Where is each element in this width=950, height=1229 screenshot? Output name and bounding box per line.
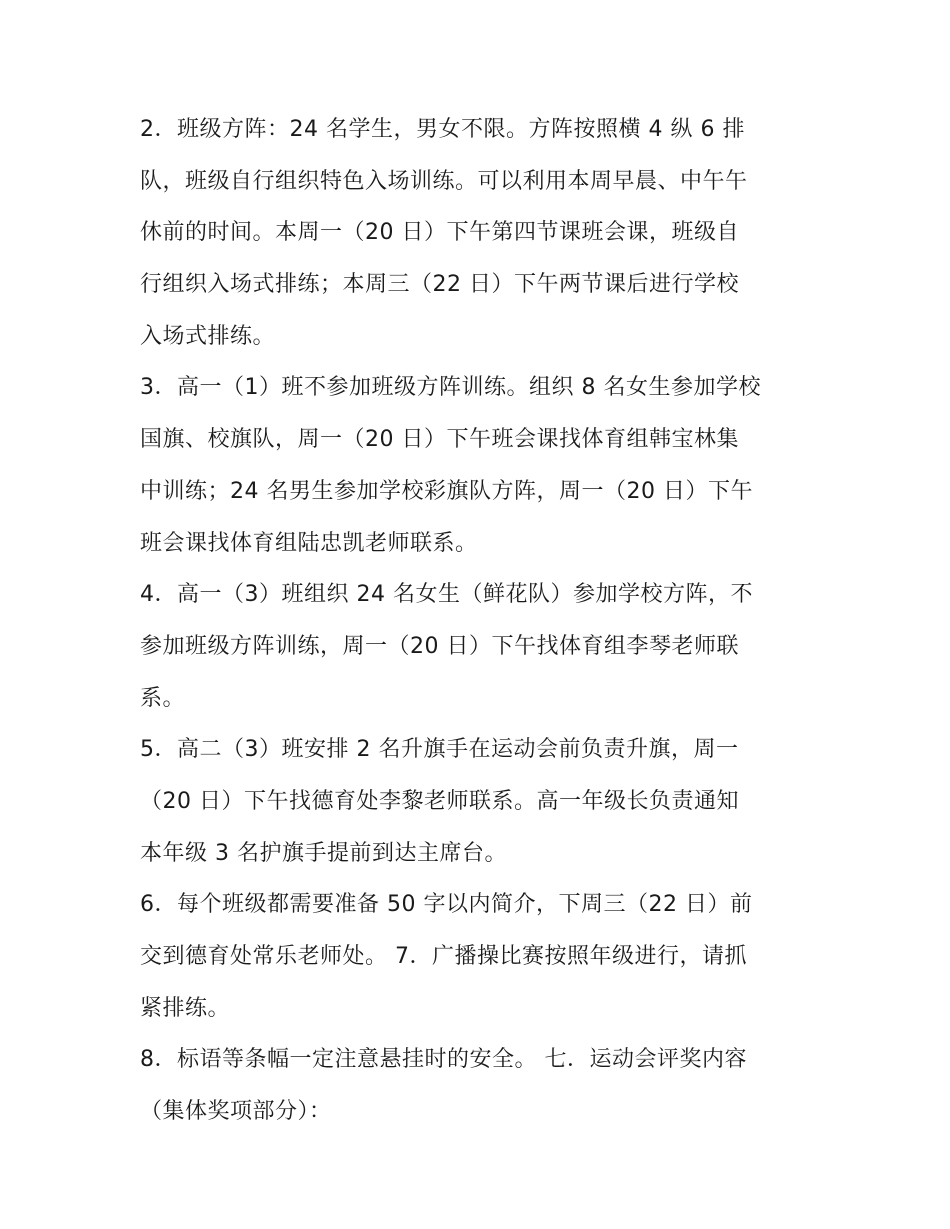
text-line: 班会课找体育组陆忠凯老师联系。: [140, 530, 478, 556]
text-line: 5．高二（3）班安排 2 名升旗手在运动会前负责升旗，周一: [140, 737, 739, 763]
text-line: 8．标语等条幅一定注意悬挂时的安全。 七．运动会评奖内容: [140, 1047, 747, 1073]
text-line: 行组织入场式排练；本周三（22 日）下午两节课后进行学校: [140, 272, 739, 298]
text-line: 系。: [140, 685, 186, 711]
text-line: 2．班级方阵：24 名学生，男女不限。方阵按照横 4 纵 6 排: [140, 117, 745, 142]
text-line: 队，班级自行组织特色入场训练。可以利用本周早晨、中午午: [140, 168, 748, 194]
text-line: 交到德育处常乐老师处。 7．广播操比赛按照年级进行，请抓: [140, 944, 747, 969]
text-line: （20 日）下午找德育处李黎老师联系。高一年级长负责通知: [140, 788, 739, 814]
document-body: [140, 104, 815, 1138]
text-line: 休前的时间。本周一（20 日）下午第四节课班会课，班级自: [140, 220, 739, 246]
text-line: 国旗、校旗队，周一（20 日）下午班会课找体育组韩宝林集: [140, 427, 739, 453]
text-line: 参加班级方阵训练，周一（20 日）下午找体育组李琴老师联: [140, 633, 739, 659]
text-line: 中训练；24 名男生参加学校彩旗队方阵，周一（20 日）下午: [140, 478, 753, 504]
text-line: 4．高一（3）班组织 24 名女生（鲜花队）参加学校方阵，不: [140, 582, 753, 608]
text-line: 入场式排练。: [140, 323, 276, 349]
text-line: 本年级 3 名护旗手提前到达主席台。: [140, 840, 507, 866]
text-line: 紧排练。: [140, 995, 231, 1021]
text-line: （集体奖项部分）：: [140, 1099, 332, 1125]
text-line: 6．每个班级都需要准备 50 字以内简介，下周三（22 日）前: [140, 892, 753, 918]
text-line: 3．高一（1）班不参加班级方阵训练。组织 8 名女生参加学校: [140, 375, 761, 401]
